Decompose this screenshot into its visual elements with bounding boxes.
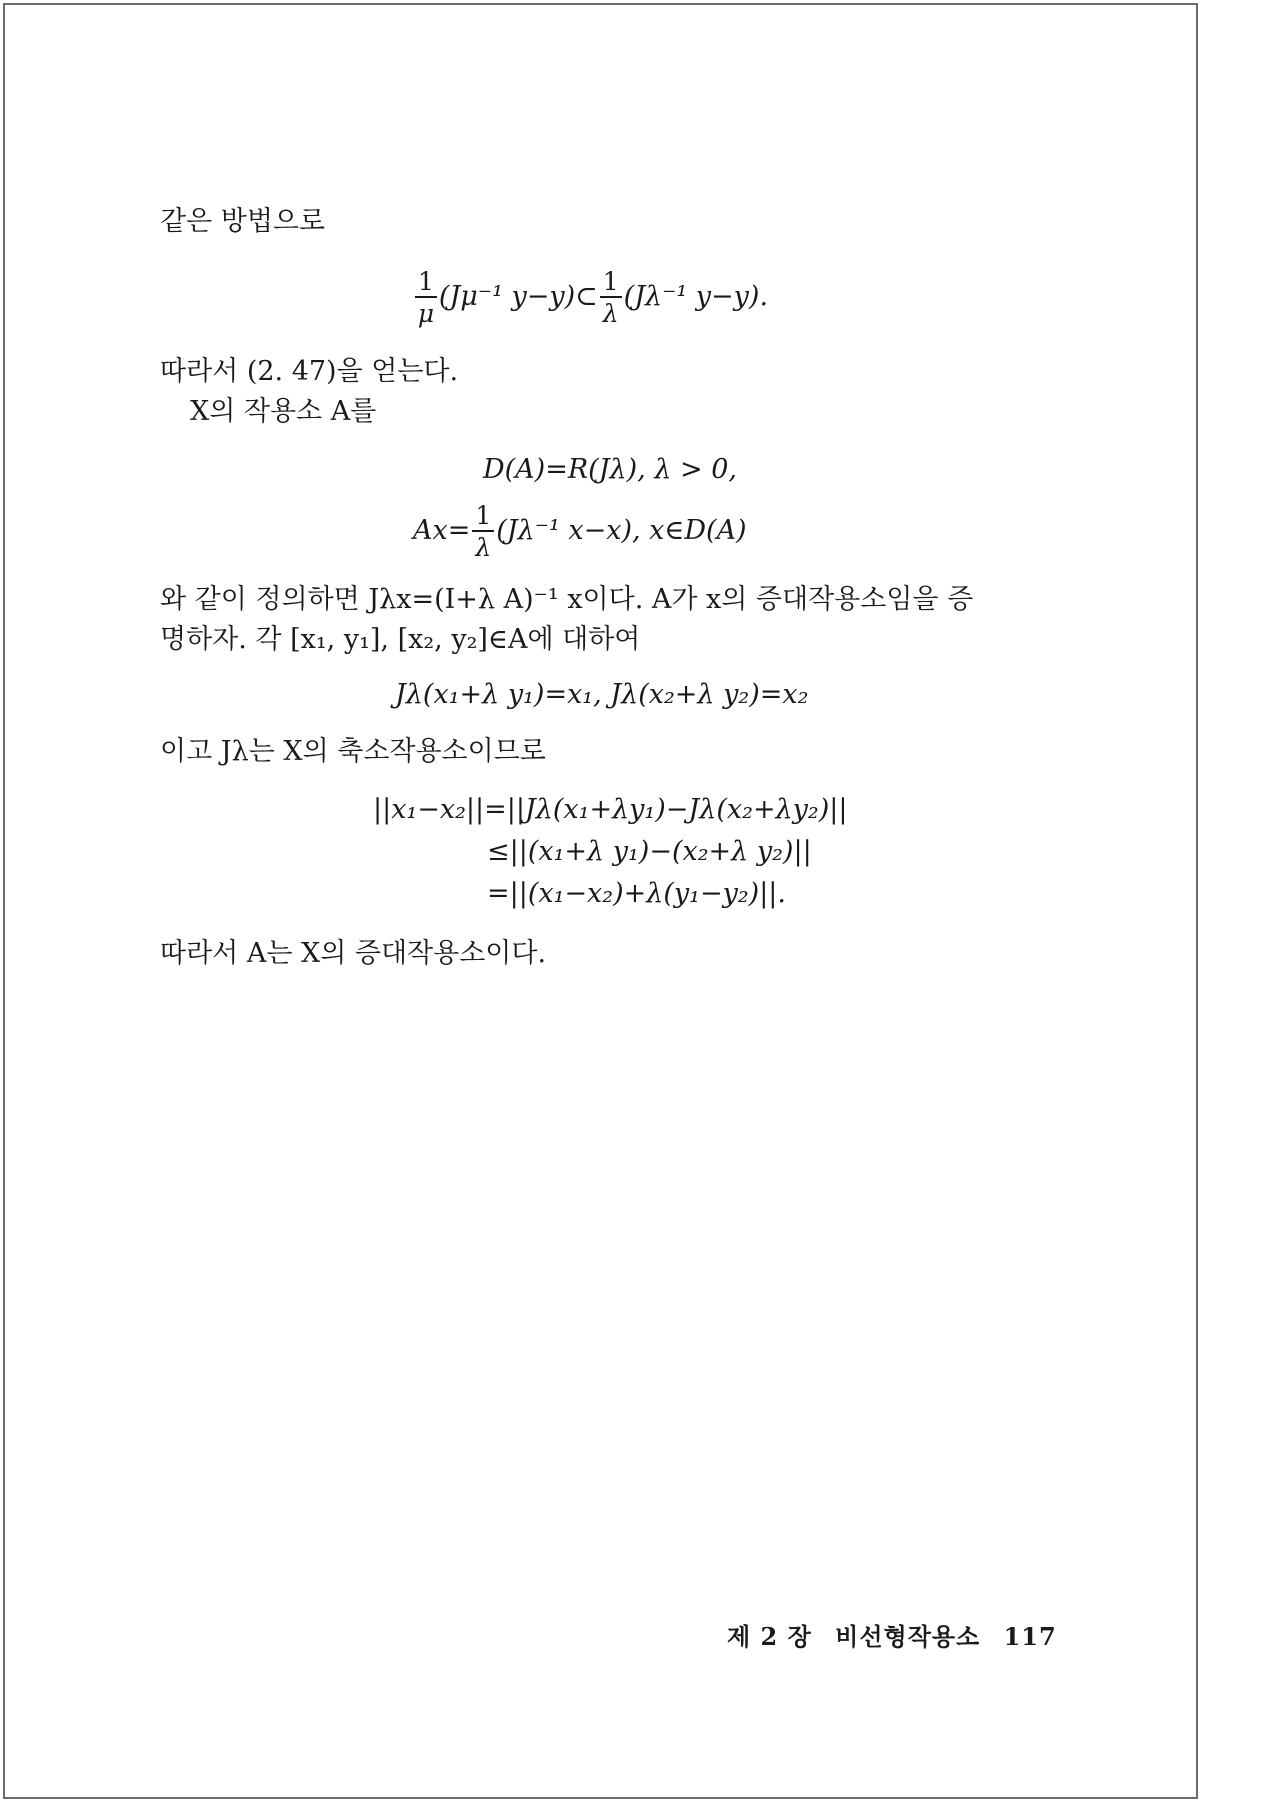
equation-5: ||x₁−x₂||=||Jλ(x₁+λy₁)−Jλ(x₂+λy₂)|| xyxy=(373,794,848,825)
fraction-numerator: 1 xyxy=(600,269,622,298)
fraction-1-over-lambda xyxy=(600,269,622,326)
equation-3-end: (Jλ⁻¹ x−x), x∈D(A) xyxy=(496,515,747,546)
equation-2: D(A)=R(Jλ), λ > 0, xyxy=(483,454,737,485)
text-line-7: 와 같이 정의하면 Jλx=(I+λ A)⁻¹ x이다. A가 x의 증대작용소임을 증 xyxy=(160,584,974,615)
equation-1-end: (Jλ⁻¹ y−y). xyxy=(623,281,769,312)
text-line-8: 명하자. 각 [x₁, y₁], [x₂, y₂]∈A에 대하여 xyxy=(160,624,641,655)
equation-6: ≤||(x₁+λ y₁)−(x₂+λ y₂)|| xyxy=(487,836,812,867)
page-footer xyxy=(727,1617,1071,1652)
text-line-1: 같은 방법으로 xyxy=(160,206,326,237)
equation-3-start: Ax= xyxy=(413,515,471,546)
equation-1-middle: (Jμ⁻¹ y−y)⊂ xyxy=(438,281,598,312)
text-line-14: 따라서 A는 X의 증대작용소이다. xyxy=(160,938,547,969)
equation-7: =||(x₁−x₂)+λ(y₁−y₂)||. xyxy=(487,878,786,909)
equation-1 xyxy=(413,269,768,326)
text-line-3: 따라서 (2. 47)을 얻는다. xyxy=(160,356,459,387)
fraction-numerator: 1 xyxy=(415,269,437,298)
fraction-1-over-lambda-2 xyxy=(472,503,494,560)
footer-title: 비선형작용소 xyxy=(835,1622,981,1651)
footer-page-number: 117 xyxy=(1003,1622,1057,1651)
fraction-denominator: λ xyxy=(602,299,619,328)
fraction-1-over-mu xyxy=(415,269,437,326)
equation-4: Jλ(x₁+λ y₁)=x₁, Jλ(x₂+λ y₂)=x₂ xyxy=(395,679,809,710)
text-line-10: 이고 Jλ는 X의 축소작용소이므로 xyxy=(160,736,546,767)
footer-chapter: 제 2 장 xyxy=(727,1622,812,1651)
fraction-numerator: 1 xyxy=(472,503,494,532)
fraction-denominator: μ xyxy=(417,299,435,328)
text-line-4: X의 작용소 A를 xyxy=(190,396,377,427)
fraction-denominator: λ xyxy=(475,533,492,562)
book-page-edge xyxy=(1196,3,1268,1799)
equation-3 xyxy=(413,503,747,560)
book-page xyxy=(3,3,1198,1799)
